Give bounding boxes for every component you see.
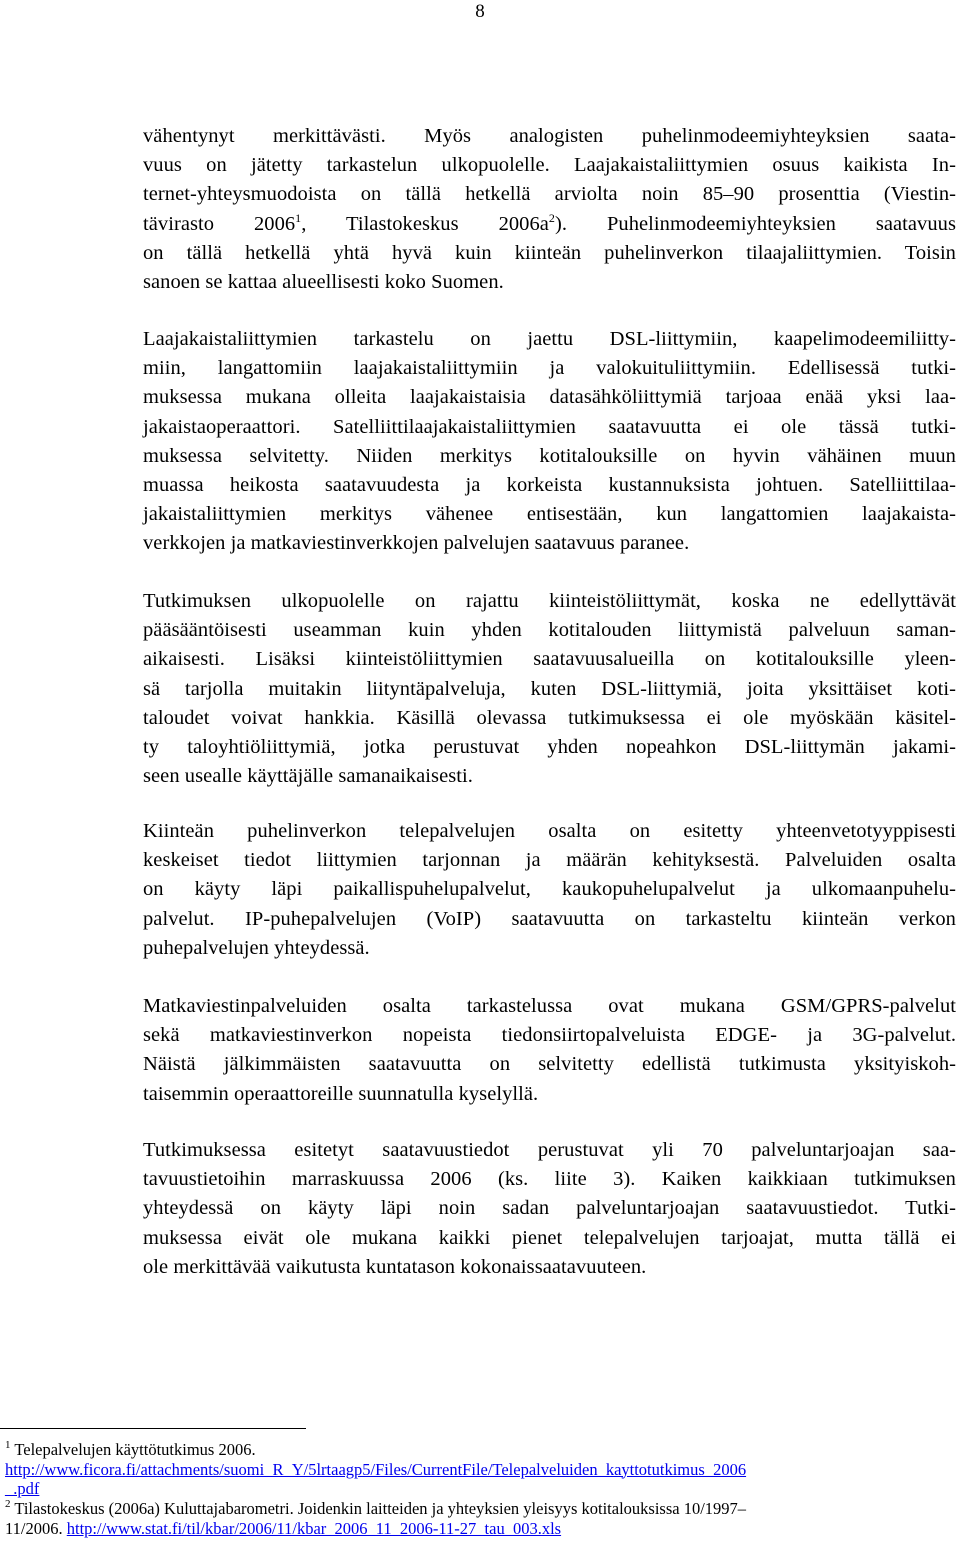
text-line: verkkojen ja matkaviestinverkkojen palvelujen saatavuus paranee. — [143, 532, 690, 555]
text-line: vähentynyt merkittävästi. Myös analogisten puhelinmodeemiyhteyksien saata- — [143, 125, 956, 147]
paragraph-1 — [143, 122, 956, 297]
text-line: sä tarjolla muitakin liityntäpalveluja, kuten DSL-liittymiä, joita yksittäiset koti- — [143, 677, 956, 700]
text-line: ole merkittävää vaikutusta kuntatason kokonaissaatavuuteen. — [143, 1255, 647, 1278]
text-line: Tutkimuksen ulkopuolelle on rajattu kiinteistöliittymät, koska ne edellyttävät — [143, 590, 956, 612]
text-line: muksessa selvitetty. Niiden merkitys kotitalouksille on hyvin vähäinen muun — [143, 444, 956, 467]
text-line: tavuustietoihin marraskuussa 2006 (ks. liite 3). Kaiken kaikkiaan tutkimuksen — [143, 1168, 956, 1191]
paragraph-5 — [143, 992, 956, 1109]
text-line: miin, langattomiin laajakaistaliittymiin ja valokuituliittymiin. Edellisessä tutki- — [143, 357, 956, 380]
footnote-2 — [5, 1499, 953, 1538]
text-line: taloudet voivat hankkia. Käsillä olevassa tutkimuksessa ei ole myöskään käsitel- — [143, 706, 956, 729]
footnote-title: Tilastokeskus (2006a) Kuluttajabarometri. Joidenkin laitteiden ja yhteyksien yleisyys kotitalouksissa 10/1997– — [10, 1499, 747, 1518]
text-segment: , Tilastokeskus 2006a — [301, 212, 549, 235]
footnote-title: Telepalvelujen käyttötutkimus 2006. — [10, 1440, 256, 1459]
footnote-separator — [0, 1428, 306, 1429]
text-line: on tällä hetkellä yhtä hyvä kuin kiinteän puhelinverkon tilaajaliittymien. Toisin — [143, 241, 956, 264]
text-line: Matkaviestinpalveluiden osalta tarkastelussa ovat mukana GSM/GPRS-palvelut — [143, 995, 956, 1017]
text-line: sanoen se kattaa alueellisesti koko Suomen. — [143, 271, 504, 294]
footnote-text-continuation: 11/2006. — [5, 1518, 67, 1538]
text-line: muksessa mukana olleita laajakaistaisia datasähköliittymiä tarjoaa enää yksi laa- — [143, 386, 956, 409]
footnote-link-continuation[interactable]: _.pdf — [5, 1479, 40, 1499]
paragraph-2 — [143, 325, 956, 559]
footnote-link[interactable]: http://www.ficora.fi/attachments/suomi_R_Y/5lrtaagp5/Files/CurrentFile/Telepalveluiden_kayttotutkimus_2006 — [5, 1459, 747, 1479]
text-line: puhepalvelujen yhteydessä. — [143, 936, 370, 959]
text-line: muksessa eivät ole mukana kaikki pienet telepalvelujen tarjoajat, mutta tällä ei — [143, 1226, 956, 1249]
text-line: sekä matkaviestinverkon nopeista tiedonsiirtopalveluista EDGE- ja 3G-palvelut. — [143, 1024, 956, 1047]
footnote-number: 2 — [5, 1498, 11, 1510]
text-line: jakaistaoperaattori. Satelliittilaajakaistaliittymien saatavuutta ei ole tässä tutki- — [143, 415, 956, 438]
text-line: aikaisesti. Lisäksi kiinteistöliittymien saatavuusalueilla on kotitalouksille yleen- — [143, 648, 956, 671]
text-line: Näistä jälkimmäisten saatavuutta on selvitetty edellistä tutkimusta yksityiskoh- — [143, 1053, 956, 1076]
paragraph-3 — [143, 587, 956, 791]
footnote-ref-1[interactable]: 1 — [295, 210, 302, 225]
text-line-with-footnote-refs — [143, 210, 956, 239]
text-line: jakaistaliittymien merkitys vähenee entisestään, kun langattomien laajakaista- — [143, 503, 956, 526]
footnote-link[interactable]: http://www.stat.fi/til/kbar/2006/11/kbar_2006_11_2006-11-27_tau_003.xls — [66, 1518, 562, 1538]
text-line: Laajakaistaliittymien tarkastelu on jaettu DSL-liittymiin, kaapelimodeemiliitty- — [143, 328, 956, 350]
footnote-ref-2[interactable]: 2 — [548, 210, 555, 225]
footnote-text — [5, 1440, 953, 1460]
text-line: ternet-yhteysmuodoista on tällä hetkellä arviolta noin 85–90 prosenttia (Viestin- — [143, 183, 956, 206]
text-line: yhteydessä on käyty läpi noin sadan palveluntarjoajan saatavuustiedot. Tutki- — [143, 1197, 956, 1220]
text-segment: ). Puhelinmodeemiyhteyksien saatavuus — [554, 212, 956, 235]
text-line: pääsääntöisesti useamman kuin yhden kotitalouden liittymistä palveluun saman- — [143, 619, 956, 642]
footnote-text — [5, 1499, 953, 1519]
paragraph-4 — [143, 817, 956, 963]
footnote-number: 1 — [5, 1439, 11, 1451]
page-number: 8 — [475, 1, 485, 22]
text-line: palvelut. IP-puhepalvelujen (VoIP) saatavuutta on tarkasteltu kiinteän verkon — [143, 907, 956, 930]
text-line: vuus on jätetty tarkastelun ulkopuolelle. Laajakaistaliittymien osuus kaikista In- — [143, 154, 956, 177]
text-line: Tutkimuksessa esitetyt saatavuustiedot perustuvat yli 70 palveluntarjoajan saa- — [143, 1139, 956, 1161]
text-line: on käyty läpi paikallispuhelupalvelut, kaukopuhelupalvelut ja ulkomaanpuhelu- — [143, 878, 956, 901]
text-line: taisemmin operaattoreille suunnatulla kyselyllä. — [143, 1082, 539, 1105]
text-line: keskeiset tiedot liittymien tarjonnan ja määrän kehityksestä. Palveluiden osalta — [143, 849, 956, 872]
text-segment: tävirasto 2006 — [143, 212, 296, 235]
text-line: Kiinteän puhelinverkon telepalvelujen osalta on esitetty yhteenvetotyyppisesti — [143, 820, 956, 842]
text-line: muassa heikosta saatavuudesta ja korkeista kustannuksista johtuen. Satelliittilaa- — [143, 474, 956, 497]
text-line: ty taloyhtiöliittymiä, jotka perustuvat yhden nopeahkon DSL-liittymän jakami- — [143, 736, 956, 759]
text-line: seen usealle käyttäjälle samanaikaisesti. — [143, 765, 473, 788]
paragraph-6 — [143, 1136, 956, 1282]
footnote-1 — [5, 1440, 953, 1499]
